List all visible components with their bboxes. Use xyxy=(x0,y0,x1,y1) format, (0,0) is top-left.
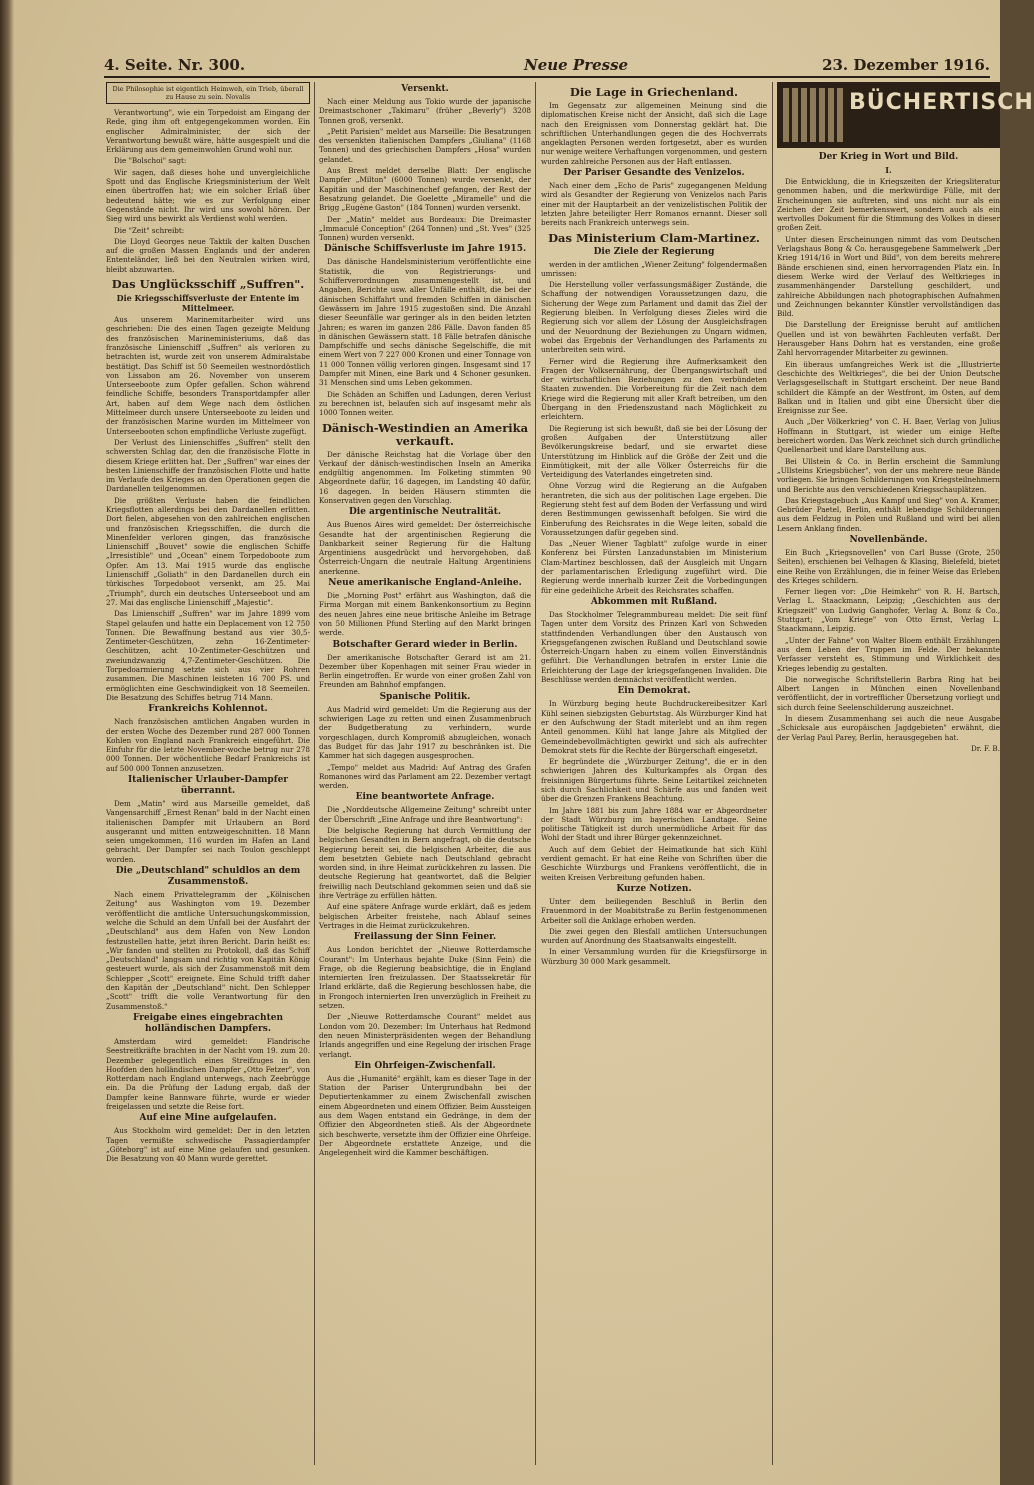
headline-westindien: Dänisch-Westindien an Amerika verkauft. xyxy=(321,420,529,448)
article-ohrfeigen xyxy=(319,1074,531,1158)
book-binding xyxy=(0,0,14,1485)
headline-novellenbaende: Novellenbände. xyxy=(849,534,928,545)
paragraph: Die „Norddeutsche Allgemeine Zeitung" schreibt unter der Überschrift „Eine Anfrage und ihre Beantwortung": xyxy=(319,805,531,824)
headline-suffren: Das Unglücksschiff „Suffren". xyxy=(111,277,305,292)
paragraph: Aus Madrid wird gemeldet: Um die Regierung aus der schwierigen Lage zu retten und einen Zusammenbruch der Budgetberatung zu verhindern, wurde vorgeschlagen, durch Kompromiß abzugleichen, wonach das Budget für das Jahr 1917 zu beschränken ist. Die Kammer hat sich dagegen ausgesprochen. xyxy=(319,704,531,761)
column-divider xyxy=(314,82,315,1465)
article-venizelos xyxy=(541,181,767,227)
headline-anfrage: Eine beantwortete Anfrage. xyxy=(355,792,495,803)
author-signature: Dr. F. B. xyxy=(971,743,1000,753)
article-novellenbaende xyxy=(777,548,1000,742)
subheadline-suffren: Die Kriegsschiffsverluste der Entente im Mittelmeer. xyxy=(116,293,300,314)
paragraph: Das Stockholmer Telegrammbureau meldet: Die seit fünf Tagen unter dem Vorsitz des Prinzen Karl von Schweden stattfindenden Verhandlungen über den Austausch von Kriegsgefangenen zwischen Rußland und Deutschland sowie Österreich-Ungarn haben zu einem vollen Einverständnis geführt. Die Verhandlungen betrafen in erster Linie die Erleichterung der Lage der kriegsgefangenen Invaliden. Die Beschlüsse werden demnächst veröffentlicht werden. xyxy=(541,609,767,685)
intro-text xyxy=(106,108,310,274)
paragraph: Auf eine spätere Anfrage wurde erklärt, daß es jedem belgischen Arbeiter freistehe, nach Ablauf seines Vertrages in die Heimat zurückzukehren. xyxy=(319,902,531,930)
article-daenische-schiffsverluste xyxy=(319,257,531,417)
paragraph: werden in der amtlichen „Wiener Zeitung" folgendermaßen umrissen: xyxy=(541,259,767,278)
paragraph: Nach einer dem „Echo de Paris" zugegangenen Meldung wird als Gesandter der Regierung von Venizelos nach Paris einer mit der Hauptarbeit an der venizelistischen Politik der letzten Jahre beteiligter Herr Romanos ernannt. Dieser soll bereits nach Frankreich unterwegs sein. xyxy=(541,181,767,228)
paragraph: Amsterdam wird gemeldet: Flandrische Seestreitkräfte brachten in der Nacht vom 19. zum 20. Dezember gelegentlich eines Streifzuges in den Hoofden den holländischen Dampfer „Otto Fetzer", von Rotterdam nach England unterwegs, nach Zeebrügge ein. Da die Prüfung der Ladung ergab, daß der Dampfer keine Bannware führte, wurde er wieder freigelassen und setzte die Reise fort. xyxy=(106,1036,310,1112)
paragraph: Das Linienschiff „Suffren" war im Jahre 1899 vom Stapel gelaufen und hatte ein Deplacement von 12 750 Tonnen. Die Bewaffnung bestand aus vier 30,5-Zentimeter-Geschützen, zehn 16-Zentimeter-Geschützen, acht 10-Zentimeter-Geschützen und zweiundzwanzig 4,7-Zentimeter-Geschützen. Die Torpedoarmierung setzte sich aus vier Rohren zusammen. Die Maschinen leisteten 16 700 PS. und ermöglichten eine Geschwindigkeit von 18 Seemeilen. Die Besatzung des Schiffes betrug 714 Mann. xyxy=(106,609,310,702)
paragraph: Das „Neuer Wiener Tagblatt" zufolge wurde in einer Konferenz bei Fürsten Lanzadunstabien im Ministerium Clam-Martinez beschlossen, daß der Ausgleich mit Ungarn der parlamentarischen Erledigung zugeführt wird. Die Regierung werde innerhalb kurzer Zeit die Vorbedingungen für eine gedeihliche Arbeit des Reichsrates schaffen. xyxy=(541,539,767,595)
header-rule xyxy=(104,76,990,78)
headline-deutschland: Die „Deutschland" schuldlos an dem Zusammenstoß. xyxy=(115,866,301,888)
column-2 xyxy=(319,82,531,1465)
paragraph: Die "Bolschoi" sagt: xyxy=(114,156,187,166)
paragraph: Der dänische Reichstag hat die Vorlage über den Verkauf der dänisch-westindischen Inseln an Amerika endgültig angenommen. Im Folketing stimmten 90 Abgeordnete dafür, 16 dagegen, im Landsting 40 dafür, 16 dagegen. In beiden Häusern stimmten die Konservativen gegen den Vorschlag. xyxy=(319,449,531,505)
paragraph: Ferner liegen vor: „Die Heimkehr" von R. H. Bartsch, Verlag L. Staackmann, Leipzig; „Geschichten aus der Kriegszeit" von Ludwig Ganghofer, Verlag A. Bonz & Co., Stuttgart; „Vom Kriege" von Otto Ernst, Verlag L. Staackmann, Leipzig. xyxy=(777,587,1000,634)
paragraph: Aus Buenos Aires wird gemeldet: Der österreichische Gesandte hat der argentinischen Regierung die Dankbarkeit seiner Regierung für die Haltung Argentiniens ausgedrückt und hervorgehoben, daß Österreich-Ungarn die neutrale Haltung Argentiniens anerkenne. xyxy=(319,520,531,576)
headline-clam-martinez: Das Ministerium Clam-Martinez. xyxy=(548,230,760,245)
headline-mine: Auf eine Mine aufgelaufen. xyxy=(139,1113,277,1124)
headline-anleihe: Neue amerikanische England-Anleihe. xyxy=(328,578,522,589)
column-1 xyxy=(106,82,310,1465)
paragraph: „Petit Parisien" meldet aus Marseille: Die Besatzungen des versenkten italienischen Dampfers „Giuliana" (1168 Tonnen) und des griechischen Dampfers „Hosa" wurden gelandet. xyxy=(319,126,531,164)
headline-griechenland: Die Lage in Griechenland. xyxy=(569,85,739,99)
paragraph: Aus unserem Marinemitarbeiter wird uns geschrieben: Die des einen Tagen gezeigte Meldung des französischen Marineministeriums, daß das französische Linienschiff „Suffren" als verloren zu betrachten ist, wurde zeit von unserem Admiralstabe bestätigt. Das Schiff ist 50 Seemeilen westnordöstlich von Lissabon am 26. November von unserem Unterseeboote zum Opfer gefallen. Schon während feindliche Schiffe, besonders Transportdampfer aller Art, haben auf dem Wege nach dem östlichen Mittelmeer durch unsere Unterseeboote zu leiden und der französischen Marine wurden im Mittelmeer von Unterseebooten schon empfindliche Verluste zugefügt. xyxy=(106,315,310,436)
paragraph: Der amerikanische Botschafter Gerard ist am 21. Dezember über Kopenhagen mit seiner Frau wieder in Berlin eingetroffen. Er wurde von einer großen Zahl von Freunden am Bahnhof empfangen. xyxy=(319,652,531,690)
paragraph: Die belgische Regierung hat durch Vermittlung der belgischen Gesandten in Bern angefragt, ob die deutsche Regierung bereit sei, die belgischen Arbeiter, die aus dem besetzten Gebiete nach Deutschland gebracht worden sind, in ihre Heimat zurückkehren zu lassen. Die deutsche Regierung hat geantwortet, daß die Belgier freiwillig nach Deutschland gekommen seien und daß sie ihre Verträge zu erfüllen hätten. xyxy=(319,826,531,901)
headline-ohrfeigen: Ein Ohrfeigen-Zwischenfall. xyxy=(354,1060,496,1071)
headline-venizelos: Der Pariser Gesandte des Venizelos. xyxy=(563,168,745,179)
paragraph: Der „Matin" meldet aus Bordeaux: Die Dreimaster „Immaculé Conception" (264 Tonnen) und „St. Yves" (325 Tonnen) wurden versenkt. xyxy=(319,214,531,243)
headline-freigabe: Freigabe eines eingebrachten holländischen Dampfers. xyxy=(132,1012,284,1034)
headline-urlauber-dampfer: Italienischer Urlauber-Dampfer überrannt. xyxy=(127,775,289,796)
article-anleihe xyxy=(319,591,531,637)
paragraph: Ein überaus umfangreiches Werk ist die „Illustrierte Geschichte des Weltkrieges", die bei der Union Deutsche Verlagsgesellschaft in Stuttgart erscheint. Der neue Band schildert die Kämpfe an der Westfront, im Osten, auf dem Balkan und in Italien und gibt eine Übersicht über die Ereignisse zur See. xyxy=(777,359,1000,416)
column-divider xyxy=(772,82,773,1465)
headline-argentinien: Die argentinische Neutralität. xyxy=(348,507,502,518)
paragraph: Die Schäden an Schiffen und Ladungen, deren Verlust zu berechnen ist, belaufen sich auf insgesamt mehr als 1000 Tonnen weiter. xyxy=(319,389,531,418)
newspaper-page xyxy=(14,0,1034,1485)
paragraph: Er begründete die „Würzburger Zeitung", die er in den schwierigen Jahren des Kulturkampfes als Organ des freisinnigen Bürgertums führte. Seine Leitartikel zeichneten sich durch Sachlichkeit und Schärfe aus und fanden weit über die Grenzen Frankens Beachtung. xyxy=(541,757,767,804)
article-westindien xyxy=(319,450,531,506)
headline-russland: Abkommen mit Rußland. xyxy=(590,596,718,607)
paragraph: Der Verlust des Linienschiffes „Suffren" stellt den schwersten Schlag dar, den die französische Flotte in diesem Kriege erlitten hat. Der „Suffren" war eines der besten Linienschiffe der französischen Flotte und hatte im Verlaufe des Krieges an den Operationen gegen die Dardanellen teilgenommen. xyxy=(106,437,310,494)
headline-kurze-notizen: Kurze Notizen. xyxy=(616,883,692,894)
paragraph: Die zwei gegen den Blesfall amtlichen Untersuchungen wurden auf Anordnung des Staatsanwalts eingestellt. xyxy=(541,926,767,946)
paragraph: Im Jahre 1881 bis zum Jahre 1884 war er Abgeordneter der Stadt Würzburg im bayerischen Landtage. Seine politische Tätigkeit ist durch unermüdliche Arbeit für das Wohl der Stadt und ihrer Bürger gekennzeichnet. xyxy=(541,805,767,843)
subheadline-ziele: Die Ziele der Regierung xyxy=(593,246,715,257)
paragraph: Nach französischen amtlichen Angaben wurden in der ersten Woche des Dezember rund 287 000 Tonnen Kohlen von England nach Frankreich eingeführt. Die Einfuhr für die letzte November-woche betrug nur 278 000 Tonnen. Der wöchentliche Bedarf Frankreichs ist auf 500 000 Tonnen anzusetzen. xyxy=(106,717,310,773)
article-spanische-politik xyxy=(319,705,531,791)
headline-krieg-wort-bild: Der Krieg in Wort und Bild. xyxy=(818,152,959,162)
paragraph: „Unter der Fahne" von Walter Bloem enthält Erzählungen aus dem Leben der Truppen im Felde. Der bekannte Verfasser versteht es, Stimmung und Wirklichkeit des Krieges lebendig zu gestalten. xyxy=(777,635,1000,673)
paragraph: In Würzburg beging heute Buchdruckereibesitzer Karl Kühl seinen siebzigsten Geburtstag. Als Würzburger Kind hat er den Aufschwung der Stadt miterlebt und an ihm regen Anteil genommen. Kühl hat lange Jahre als Mitglied der Gemeindebevollmächtigten gewirkt und sich als aufrechter Demokrat stets für die Rechte der Bürgerschaft eingesetzt. xyxy=(541,699,767,755)
paragraph: Nach einem Privattelegramm der „Kölnischen Zeitung" aus Washington vom 19. Dezember veröffentlicht die amtliche Untersuchungskommission, welche die Schuld an dem Unfall bei der Ausfahrt der „Deutschland" aus dem Hafen von New London festzustellen hatte, jetzt ihren Bericht. Darin heißt es: „Wir fanden und stellten zu Protokoll, daß das Schiff „Deutschland" langsam und richtig von Kapitän König gesteuert wurde, als sich der Zusammenstoß mit dem Schlepper „Scott" ereignete. Eine Schuld trifft daher den Kapitän der „Deutschland" nicht. Den Schlepper „Scott" trifft die volle Verantwortung für den Zusammenstoß." xyxy=(106,890,310,1011)
headline-kohlennot: Frankreichs Kohlennot. xyxy=(148,704,268,715)
article-versenkt xyxy=(319,97,531,242)
paragraph: Unter diesen Erscheinungen nimmt das vom Deutschen Verlagshaus Bong & Co. herausgegebene Sammelwerk „Der Krieg 1914/16 in Wort und Bild", von dem bereits mehrere Bände erschienen sind, einen hervorragenden Platz ein. In diesem Werke wird der Verlauf des Weltkrieges in zusammenhängender Darstellung geschildert, und zahlreiche Abbildungen nach photographischen Aufnahmen und Zeichnungen bekannter Künstler vervollständigen das Bild. xyxy=(777,234,1000,319)
section-numeral: I. xyxy=(885,165,892,175)
paragraph: In diesem Zusammenhang sei auch die neue Ausgabe „Schicksale aus europäischen Jagdgebieten" erwähnt, die der Verlag Paul Parey, Berlin, herausgegeben hat. xyxy=(777,714,1000,742)
paragraph: Auch auf dem Gebiet der Heimatkunde hat sich Kühl verdient gemacht. Er hat eine Reihe von Schriften über die Geschichte Würzburgs und Frankens veröffentlicht, die in weiten Kreisen Verbreitung gefunden haben. xyxy=(541,844,767,882)
paragraph: Auch „Der Völkerkrieg" von C. H. Baer, Verlag von Julius Hoffmann in Stuttgart, ist wieder um einige Hefte bereichert worden. Das Werk zeichnet sich durch gründliche Quellenarbeit und klare Darstellung aus. xyxy=(777,417,1000,455)
paragraph: In einer Versammlung wurden für die Kriegsfürsorge in Würzburg 30 000 Mark gesammelt. xyxy=(541,947,767,966)
headline-spanische-politik: Spanische Politik. xyxy=(379,691,471,702)
column-4 xyxy=(777,82,1034,1465)
paragraph: Ferner wird die Regierung ihre Aufmerksamkeit den Fragen der Volksernährung, der Übergangswirtschaft und der wirtschaftlichen Beziehungen zu den verbündeten Staaten zuwenden. Die Vorbereitung für die Zeit nach dem Kriege wird die Regierung mit aller Kraft betreiben, um den Übergang in den Friedenszustand nach Möglichkeit zu erleichtern. xyxy=(541,356,767,422)
headline-versenkt: Versenkt. xyxy=(401,84,449,94)
column-3 xyxy=(541,82,767,1465)
column-divider xyxy=(535,82,536,1465)
paragraph: Aus London berichtet der „Nieuwe Rotterdamsche Courant": Im Unterhaus bejahte Duke (Sinn Fein) die Frage, ob die Regierung beabsichtige, die in England internierten Iren freizulassen. Der Staatssekretär für Irland erklärte, daß die Regierung beschlossen habe, die in Frongoch internierten Iren unverzüglich in Freiheit zu setzen. xyxy=(319,945,531,1011)
motto-box: Die Philosophie ist eigentlich Heimweh, ein Trieb, überall zu Hause zu sein. Novalis xyxy=(106,82,310,104)
paragraph: Das dänische Handelsministerium veröffentlichte eine Statistik, die von Registrierungs- und Schifferverordnungen zusammengestellt ist, und Angaben, Berichte usw. aller Unfälle enthält, die bei der dänischen Schiffahrt und fremden Schiffen in dänischen Gewässern im Jahre 1915 zugestoßen sind. Die Anzahl dieser Seeunfälle war geringer als in den beiden letzten Jahren; es waren im ganzen 286 Fälle. Davon fanden 85 in dänischen Gewässern statt. 18 Fälle betrafen dänische Dampfschiffe und sechs dänische Segelschiffe, die mit einem Wert von 7 227 000 Kronen und einer Tonnage von 11 000 Tonnen völlig verloren gingen. Insgesamt sind 17 Dampfer mit Minen, eine Bark und 4 Schoner gesunken. 31 Menschen sind ums Leben gekommen. xyxy=(319,257,531,388)
paragraph: Aus Brest meldet derselbe Blatt: Der englische Dampfer „Milton" (6000 Tonnen) wurde versenkt, der Kapitän und der Maschinenchef gefangen, der Rest der Besatzung gelandet. Die Goelette „Miramelle" und die Brigg „Eugène Gaston" (184 Tonnen) wurden versenkt. xyxy=(319,166,531,213)
paragraph: Dem „Matin" wird aus Marseille gemeldet, daß Vangensarchiff „Ernest Renan" bald in der Nacht einen italienischen Dampfer mit Urlaubern an Bord ausgerannt und mitten entzweigeschnitten. 18 Mann seien umgekommen, 116 wurden im Hafen an Land gebracht. Der Dampfer sei nach Toulon geschleppt worden. xyxy=(106,799,310,864)
paragraph: Nach einer Meldung aus Tokio wurde der japanische Dreimastschoner „Takimaru" (früher „Beverly") 3208 Tonnen groß, versenkt. xyxy=(319,97,531,125)
article-demokrat xyxy=(541,699,767,882)
headline-sinn-feiner: Freilassung der Sinn Feiner. xyxy=(353,932,497,943)
buechertisch-banner xyxy=(777,82,1034,148)
paragraph: Die Herstellung voller verfassungsmäßiger Zustände, die Schaffung der notwendigen Voraussetzungen dazu, die Sicherung der Wege zum Parlament und damit das Ziel der Regierung bleiben. In Verfolgung dieses Zieles wird die Regierung sich vor allem der Lösung der Ausgleichsfragen und der Neuordnung der Beziehungen zu Ungarn widmen, wobei das Ergebnis der Verhandlungen des Parlaments zu unterbreiten sein wird. xyxy=(541,280,767,355)
paragraph: Aus die „Humanité" ergählt, kam es dieser Tage in der Station der Pariser Untergrundbahn bei der Deputiertenkammer zu einem Zwischenfall zwischen einem Abgeordneten und einem Offizier. Beim Aussteigen aus dem Wagen entstand ein Gedränge, in dem der Offizier den Abgeordneten stieß. Als der Abgeordnete sich beschwerte, versetzte ihm der Offizier eine Ohrfeige. Der Abgeordnete erstattete Anzeige, und die Angelegenheit wird die Kammer beschäftigen. xyxy=(319,1073,531,1158)
paragraph: Das Kriegstagebuch „Aus Kampf und Sieg" von A. Kramer, Gebrüder Paetel, Berlin, enthält lebendige Schilderungen aus dem Feldzug in Polen und Rußland und wird bei allen Lesern Anklang finden. xyxy=(777,495,1000,533)
article-freigabe xyxy=(106,1037,310,1111)
paragraph: Ohne Vorzug wird die Regierung an die Aufgaben herantreten, die sich aus der politischen Lage ergeben. Die Regierung steht fest auf dem Boden der Verfassung und wird deren Bestimmungen gewissenhaft befolgen. Sie wird die Einberufung des Reichsrates in die Wege leiten, sobald die Voraussetzungen dafür gegeben sind. xyxy=(541,481,767,537)
paragraph: Die größten Verluste haben die feindlichen Kriegsflotten allerdings bei den Dardanellen erlitten. Dort fielen, abgesehen von den zahlreichen englischen und französischen Kriegsschiffen, die durch die Minenfelder verloren gingen, das französische Linienschiff „Bouvet" sowie die englischen Schiffe „Irresistible" und „Ocean" einem Torpedoboote zum Opfer. Am 13. Mai 1915 wurde das englische Linienschiff „Goliath" in den Dardanellen durch ein türkisches Torpedoboot versenkt, am 25. Mai „Triumph", durch ein deutsches Unterseeboot und am 27. Mai das englische Linienschiff „Majestic". xyxy=(106,495,310,607)
article-sinn-feiner xyxy=(319,945,531,1059)
newspaper-title: Neue Presse xyxy=(524,56,629,74)
article-deutschland xyxy=(106,890,310,1011)
paragraph: Die „Morning Post" erfährt aus Washington, daß die Firma Morgan mit einem Bankenkonsortium zu Beginn des neuen Jahres eine neue britische Anleihe im Betrage von 50 Millionen Pfund Sterling auf den Markt bringen werde. xyxy=(319,591,531,638)
article-griechenland xyxy=(541,101,767,166)
headline-daenische-schiffsverluste: Dänische Schiffsverluste im Jahre 1915. xyxy=(323,244,527,255)
paragraph: Verantwortung", wie ein Torpedoist am Eingang der Rede, ging ihm oft entgegengekommen worden. Ein englischer Admiralminister, der sich der Verantwortung bewußt wäre, hätte ausgespielt und die Erklärung aus dem gemeinwohlen Grund wohl nur. xyxy=(106,108,310,155)
paragraph: Die norwegische Schriftstellerin Barbra Ring hat bei Albert Langen in München einen Novellenband veröffentlicht, der in vortrefflicher Übersetzung vorliegt und sich durch feine Seelenschilderung auszeichnet. xyxy=(777,674,1000,712)
article-kohlennot xyxy=(106,717,310,773)
article-gerard xyxy=(319,653,531,690)
paragraph: Ein Buch „Kriegsnovellen" von Carl Busse (Grote, 250 Seiten), erschienen bei Velhagen & Klasing, Bielefeld, bietet eine Reihe von Erzählungen, die in feiner Weise das Erleben des Krieges schildern. xyxy=(777,547,1000,585)
article-kurze-notizen xyxy=(541,897,767,966)
page-number: 4. Seite. Nr. 300. xyxy=(104,56,246,74)
bookshelf-illustration xyxy=(783,88,843,142)
banner-title: BÜCHERTISCH xyxy=(849,90,1034,115)
paragraph: Die Lloyd Georges neue Taktik der kalten Duschen auf die großen Massen Englands und der anderen Ententeländer, ließ bei den Neutralen wirken wird, bleibt abzuwarten. xyxy=(106,236,310,274)
paragraph: „Tempo" meldet aus Madrid: Auf Antrag des Grafen Romanones wird das Parlament am 22. Dezember vertagt werden. xyxy=(319,762,531,791)
paragraph: Der „Nieuwe Rotterdamsche Courant" meldet aus London vom 20. Dezember: Im Unterhaus hat Redmond den neuen Ministerpräsidenten wegen der Behandlung Irlands angegriffen und eine Regelung der irischen Frage verlangt. xyxy=(319,1012,531,1059)
headline-gerard: Botschafter Gerard wieder in Berlin. xyxy=(332,639,518,650)
paragraph: Aus Stockholm wird gemeldet: Der in den letzten Tagen vermißte schwedische Passagierdampfer „Göteborg" ist auf eine Mine gelaufen und gesunken. Die Besatzung von 40 Mann wurde gerettet. xyxy=(106,1126,310,1164)
paragraph: Wir sagen, daß dieses hohe und unvergleichliche Spott und das Englische Kriegsministerium der Welt einen übertroffen hat; wie ein solcher Erlaß über bedeutend hätte; wie es zur Verfolgung einer Gegenstände nicht. Ihr wird uns sowohl hören. Der Sieg wird uns bewirkt als Verdienst wohl werden. xyxy=(106,167,310,224)
article-argentinien xyxy=(319,520,531,576)
article-suffren xyxy=(106,315,310,702)
headline-demokrat: Ein Demokrat. xyxy=(617,686,691,697)
issue-date: 23. Dezember 1916. xyxy=(822,56,990,74)
paragraph: Bei Ullstein & Co. in Berlin erscheint die Sammlung „Ullsteins Kriegsbücher", von der uns mehrere neue Bände vorliegen. Sie bringen Schilderungen von Kriegsteilnehmern und Berichte aus den verschiedenen Kriegsschauplätzen. xyxy=(777,456,1000,494)
paragraph: Unter dem beiliegenden Beschluß in Berlin den Frauenmord in der Moabitstraße zu Berlin festgenommenen Arbeiter soll die Anklage erhoben werden. xyxy=(541,896,767,925)
paragraph: Die Darstellung der Ereignisse beruht auf amtlichen Quellen und ist von bewährten Fachleuten verfaßt. Der Herausgeber Hans Dohrn hat es verstanden, eine große Zahl hervorragender Mitarbeiter zu gewinnen. xyxy=(777,320,1000,358)
article-urlauber-dampfer xyxy=(106,799,310,864)
article-russland xyxy=(541,610,767,684)
article-mine xyxy=(106,1126,310,1163)
page-header xyxy=(104,54,990,78)
article-clam-martinez xyxy=(541,260,767,595)
paragraph: Im Gegensatz zur allgemeinen Meinung sind die diplomatischen Kreise nicht der Ansicht, daß sich die Lage nach den Ereignissen vom Donnerstag geklärt hat. Die schriftlichen Unterhandlungen gegen die des Hochverrats angeklagten Personen werden fortgesetzt, aber es wurden nur wenige weitere Verhaftungen vorgenommen, und gestern wurden zahlreiche Personen aus der Haft entlassen. xyxy=(541,101,767,166)
paragraph: Die Regierung ist sich bewußt, daß sie bei der Lösung der großen Aufgaben der Unterstützung aller Bevölkerungskreise bedarf, und sie erwartet diese Unterstützung im Hinblick auf die Größe der Zeit und die Einmütigkeit, mit der alle Völker Österreichs für die Verteidigung des Vaterlandes eingetreten sind. xyxy=(541,423,767,480)
article-anfrage xyxy=(319,805,531,930)
paragraph: Die Entwicklung, die in Kriegszeiten der Kriegsliteratur genommen haben, und die merkwürdige Fülle, mit der Erscheinungen sie auftreten, sind uns nicht nur als ein Zeichen der Zeit bemerkenswert, sondern auch als ein wertvolles Dokument für die Stimmung des Volkes in dieser großen Zeit. xyxy=(777,177,1000,233)
paragraph: Die "Zeit" schreibt: xyxy=(114,225,185,235)
article-krieg-wort-bild xyxy=(777,177,1000,533)
